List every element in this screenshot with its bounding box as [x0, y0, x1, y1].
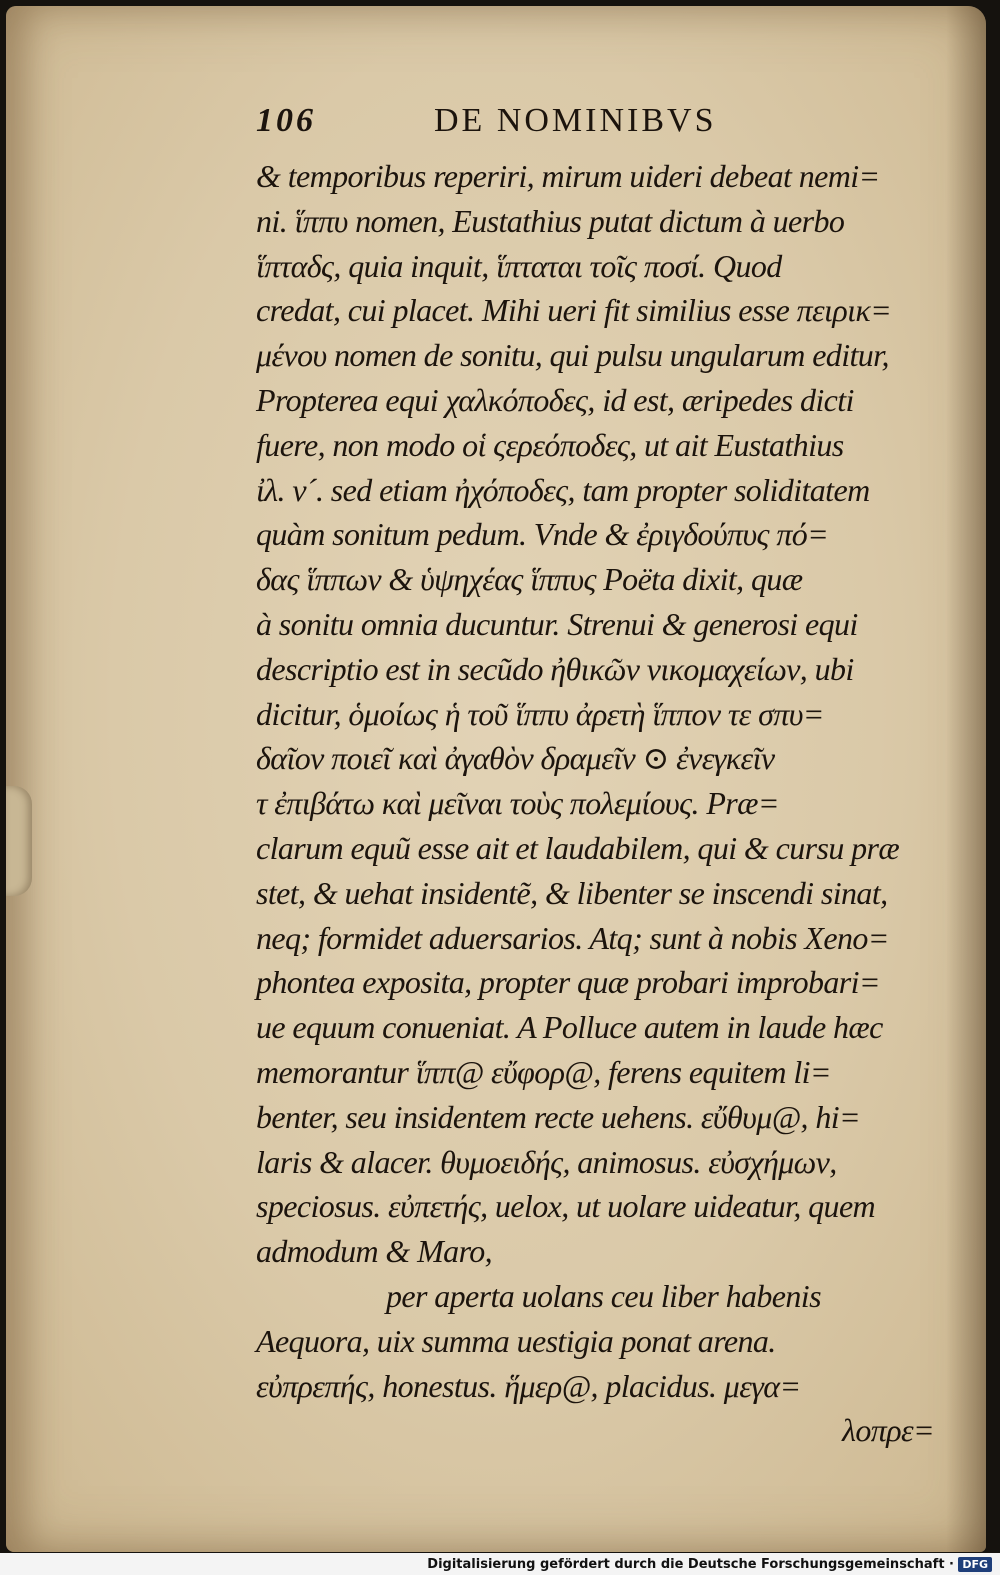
text-line: credat, cui placet. Mihi ueri fit similius esse πειρικ= [256, 292, 892, 329]
text-line: μένου nomen de sonitu, qui pulsu ungularum editur, [256, 337, 889, 374]
text-line: dicitur, ὁμοίως ἡ τοῦ ἵππυ ἀρετὴ ἵππον τε σπυ= [256, 695, 824, 732]
text-line: descriptio est in secũdo ἠθικῶν νικομαχείων, ubi [256, 650, 854, 687]
text-line: δαῖον ποιεῖ καὶ ἀγαθὸν δραμεῖν ⊙ ἐνεγκεῖν [256, 740, 775, 777]
text-line: laris & alacer. θυμοειδής, animosus. εὐσχήμων, [256, 1143, 837, 1180]
text-line: benter, seu insidentem recte uehens. εὔθυμ@, hi= [256, 1098, 861, 1135]
text-line: Propterea equi χαλκόποδες, id est, æripedes dicti [256, 381, 854, 418]
text-line: clarum equũ esse ait et laudabilem, qui & cursu præ [256, 829, 900, 866]
page-tab [6, 786, 32, 896]
funding-credit: Digitalisierung gefördert durch die Deutsche Forschungsgemeinschaft · [427, 1557, 954, 1572]
text-line: & temporibus reperiri, mirum uideri debeat nemi= [256, 158, 880, 194]
running-head: DE NOMINIBVS [434, 102, 717, 139]
verse-line: Aequora, uix summa uestigia ponat arena. [256, 1322, 776, 1359]
text-line: neq; formidet aduersarios. Atq; sunt à nobis Xeno= [256, 919, 889, 956]
text-line: memorantur ἵππ@ εὔφορ@, ferens equitem li= [256, 1053, 831, 1090]
text-line: ue equum conueniat. A Polluce autem in laude hæc [256, 1009, 883, 1046]
text-line: fuere, non modo οἱ ςερεόποδες, ut ait Eustathius [256, 426, 844, 463]
verse-line: per aperta uolans ceu liber habenis [386, 1277, 821, 1314]
text-line: speciosus. εὐπετής, uelox, ut uolare uideatur, quem [256, 1188, 876, 1225]
page-text-block [256, 102, 946, 1453]
text-line: admodum & Maro, [256, 1233, 493, 1270]
dfg-logo: DFG [958, 1557, 992, 1572]
page-number: 106 [256, 102, 316, 139]
text-line: δας ἵππων & ὑψηχέας ἵππυς Poëta dixit, quæ [256, 561, 803, 598]
text-line: ἰλ. ν´. sed etiam ἠχόποδες, tam propter soliditatem [256, 471, 870, 508]
page-header [256, 102, 946, 150]
footer-bar [0, 1553, 1000, 1575]
text-line: quàm sonitum pedum. Vnde & ἐριγδούπυς πό= [256, 516, 829, 553]
text-line: εὐπρεπής, honestus. ἥμερ@, placidus. μεγα= [256, 1367, 801, 1404]
text-line: phontea exposita, propter quæ probari improbari= [256, 964, 880, 1001]
text-line: ni. ἵππυ nomen, Eustathius putat dictum à uerbo [256, 202, 845, 239]
book-page [6, 6, 986, 1552]
text-line: stet, & uehat insidentẽ, & libenter se inscendi sinat, [256, 874, 888, 911]
text-line: ἵπταδς, quia inquit, ἵπταται τοῖς ποσί. Quod [256, 247, 782, 284]
text-line: à sonitu omnia ducuntur. Strenui & generosi equi [256, 605, 858, 642]
catchword: λοπρε= [842, 1412, 934, 1449]
text-line: τ ἐπιβάτω καὶ μεῖναι τοὺς πολεμίους. Præ= [256, 785, 779, 822]
